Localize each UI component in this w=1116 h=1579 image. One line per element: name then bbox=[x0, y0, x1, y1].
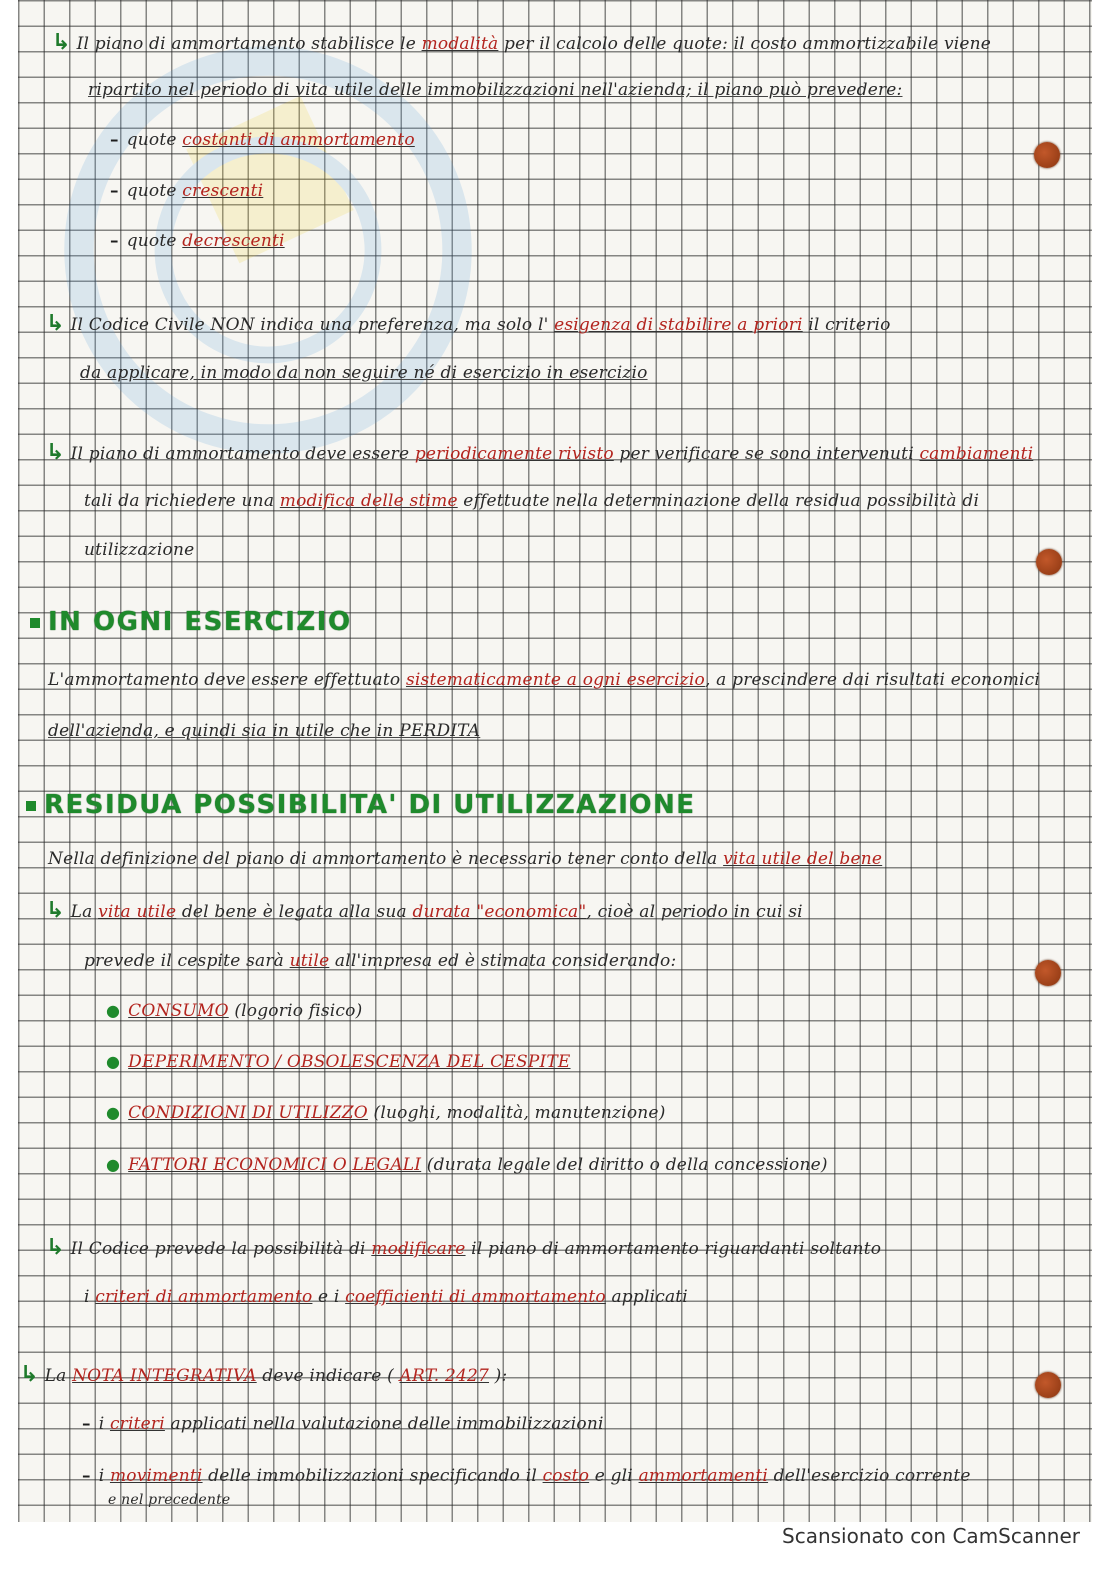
list-item bbox=[110, 231, 285, 251]
dash-bullet-icon: – bbox=[110, 181, 119, 201]
heading-text: RESIDUA POSSIBILITA' DI UTILIZZAZIONE bbox=[44, 790, 696, 820]
note-text: delle immobilizzazioni specificando il bbox=[202, 1466, 543, 1486]
note-text: i bbox=[84, 1287, 96, 1307]
section-heading bbox=[26, 790, 696, 820]
note-highlight: CONSUMO bbox=[128, 1001, 229, 1021]
note-highlight: ammortamenti bbox=[638, 1466, 769, 1486]
note-text: Il Codice Civile NON indica una preferenza, ma solo l' bbox=[70, 315, 555, 335]
note-text: i bbox=[98, 1466, 110, 1486]
note-text: applicati bbox=[605, 1287, 688, 1307]
arrow-icon: ↳ bbox=[46, 1235, 65, 1260]
note-line bbox=[80, 363, 648, 383]
dot-bullet-icon: ● bbox=[106, 1001, 121, 1020]
heading-text: IN OGNI ESERCIZIO bbox=[48, 607, 352, 637]
binder-hole bbox=[1036, 549, 1062, 575]
note-highlight: vita utile del bene bbox=[723, 849, 883, 869]
arrow-icon: ↳ bbox=[46, 440, 65, 465]
note-line bbox=[48, 721, 480, 741]
note-highlight: coefficienti di ammortamento bbox=[345, 1287, 606, 1307]
note-highlight: costanti di ammortamento bbox=[182, 130, 415, 150]
note-highlight: criteri bbox=[109, 1414, 165, 1434]
note-text: quote bbox=[126, 231, 183, 251]
note-text: , a prescindere dai risultati economici bbox=[704, 670, 1041, 690]
binder-hole bbox=[1034, 142, 1060, 168]
note-text: applicati nella valutazione delle immobilizzazioni bbox=[164, 1414, 604, 1434]
note-text: (logorio fisico) bbox=[228, 1001, 363, 1021]
note-text: ): bbox=[489, 1366, 508, 1386]
note-text: e i bbox=[312, 1287, 346, 1307]
note-highlight: NOTA INTEGRATIVA bbox=[72, 1366, 257, 1386]
dash-bullet-icon: – bbox=[82, 1466, 91, 1486]
dash-bullet-icon: – bbox=[82, 1414, 91, 1434]
dot-bullet-icon: ● bbox=[106, 1052, 121, 1071]
note-highlight: CONDIZIONI DI UTILIZZO bbox=[128, 1103, 368, 1123]
arrow-icon: ↳ bbox=[20, 1362, 39, 1387]
note-line bbox=[88, 80, 903, 100]
note-highlight: periodicamente rivisto bbox=[414, 444, 614, 464]
list-item bbox=[106, 1052, 571, 1072]
note-text: dell'esercizio corrente bbox=[768, 1466, 971, 1486]
arrow-icon: ↳ bbox=[46, 311, 65, 336]
list-item bbox=[106, 1001, 362, 1021]
note-line bbox=[48, 670, 1040, 690]
note-text: (durata legale del diritto o della concessione) bbox=[421, 1155, 828, 1175]
note-text: deve indicare ( bbox=[256, 1366, 400, 1386]
note-text: Nella definizione del piano di ammortamento è necessario tener conto della bbox=[48, 849, 724, 869]
note-text: per verificare se sono intervenuti bbox=[613, 444, 920, 464]
note-text: La bbox=[44, 1366, 73, 1386]
note-text: utilizzazione bbox=[84, 540, 195, 560]
note-line bbox=[46, 311, 891, 336]
dash-bullet-icon: – bbox=[110, 231, 119, 251]
note-text: (luoghi, modalità, manutenzione) bbox=[367, 1103, 666, 1123]
note-text: Il piano di ammortamento stabilisce le bbox=[76, 34, 422, 54]
note-text: effettuate nella determinazione della residua possibilità di bbox=[457, 491, 980, 511]
note-text: il piano di ammortamento riguardanti soltanto bbox=[465, 1239, 882, 1259]
note-highlight: utile bbox=[289, 951, 330, 971]
note-line bbox=[84, 1287, 688, 1307]
note-text: e gli bbox=[589, 1466, 639, 1486]
note-highlight: modificare bbox=[371, 1239, 466, 1259]
note-highlight: DEPERIMENTO / OBSOLESCENZA DEL CESPITE bbox=[128, 1052, 571, 1072]
note-text: all'impresa ed è stimata considerando: bbox=[329, 951, 677, 971]
note-highlight: FATTORI ECONOMICI O LEGALI bbox=[128, 1155, 422, 1175]
note-text: del bene è legata alla sua bbox=[176, 902, 413, 922]
notebook-page bbox=[18, 0, 1092, 1522]
note-line bbox=[108, 1492, 230, 1508]
note-highlight: esigenza di stabilire a priori bbox=[554, 315, 803, 335]
list-item bbox=[82, 1414, 604, 1434]
note-highlight: durata "economica" bbox=[412, 902, 587, 922]
note-highlight: crescenti bbox=[182, 181, 264, 201]
binder-hole bbox=[1035, 960, 1061, 986]
arrow-icon: ↳ bbox=[52, 30, 71, 55]
note-text: Il piano di ammortamento deve essere bbox=[70, 444, 415, 464]
list-item bbox=[110, 181, 263, 201]
note-text: , cioè al periodo in cui si bbox=[586, 902, 803, 922]
note-line bbox=[46, 1235, 881, 1260]
dash-bullet-icon: – bbox=[110, 130, 119, 150]
list-item bbox=[106, 1103, 666, 1123]
note-text: L'ammortamento deve essere effettuato bbox=[48, 670, 406, 690]
note-text: per il calcolo delle quote: il costo ammortizzabile viene bbox=[498, 34, 992, 54]
note-text: i bbox=[98, 1414, 110, 1434]
note-line bbox=[46, 440, 1033, 465]
note-line bbox=[48, 849, 882, 869]
section-heading bbox=[30, 607, 352, 637]
note-highlight: movimenti bbox=[109, 1466, 203, 1486]
note-line bbox=[20, 1362, 507, 1387]
square-bullet-icon bbox=[30, 618, 40, 628]
note-highlight: sistematicamente a ogni esercizio bbox=[405, 670, 705, 690]
note-text: quote bbox=[126, 130, 183, 150]
arrow-icon: ↳ bbox=[46, 898, 65, 923]
note-text: tali da richiedere una bbox=[84, 491, 280, 511]
note-line bbox=[84, 951, 676, 971]
note-text: e nel precedente bbox=[108, 1492, 231, 1508]
binder-hole bbox=[1035, 1372, 1061, 1398]
note-text: quote bbox=[126, 181, 183, 201]
scanner-footer: Scansionato con CamScanner bbox=[782, 1524, 1080, 1548]
note-text: Il Codice prevede la possibilità di bbox=[70, 1239, 372, 1259]
list-item bbox=[82, 1466, 971, 1486]
note-highlight: ART. 2427 bbox=[399, 1366, 490, 1386]
note-text: il criterio bbox=[802, 315, 891, 335]
note-highlight: modifica delle stime bbox=[279, 491, 458, 511]
note-line bbox=[46, 898, 803, 923]
note-text: da applicare, in modo da non seguire né di esercizio in esercizio bbox=[80, 363, 648, 383]
note-highlight: decrescenti bbox=[182, 231, 285, 251]
note-line bbox=[52, 30, 991, 55]
note-highlight: costo bbox=[542, 1466, 590, 1486]
dot-bullet-icon: ● bbox=[106, 1155, 121, 1174]
square-bullet-icon bbox=[26, 801, 36, 811]
list-item bbox=[110, 130, 415, 150]
note-highlight: cambiamenti bbox=[919, 444, 1034, 464]
list-item bbox=[106, 1155, 828, 1175]
note-text: prevede il cespite sarà bbox=[84, 951, 290, 971]
note-line bbox=[84, 540, 194, 560]
note-line bbox=[84, 491, 979, 511]
note-highlight: modalità bbox=[421, 34, 499, 54]
note-highlight: criteri di ammortamento bbox=[95, 1287, 313, 1307]
note-text: La bbox=[70, 902, 99, 922]
note-text: ripartito nel periodo di vita utile delle immobilizzazioni nell'azienda; il piano può prevedere: bbox=[88, 80, 903, 100]
note-highlight: vita utile bbox=[98, 902, 177, 922]
note-text: dell'azienda, e quindi sia in utile che in PERDITA bbox=[48, 721, 481, 741]
dot-bullet-icon: ● bbox=[106, 1103, 121, 1122]
